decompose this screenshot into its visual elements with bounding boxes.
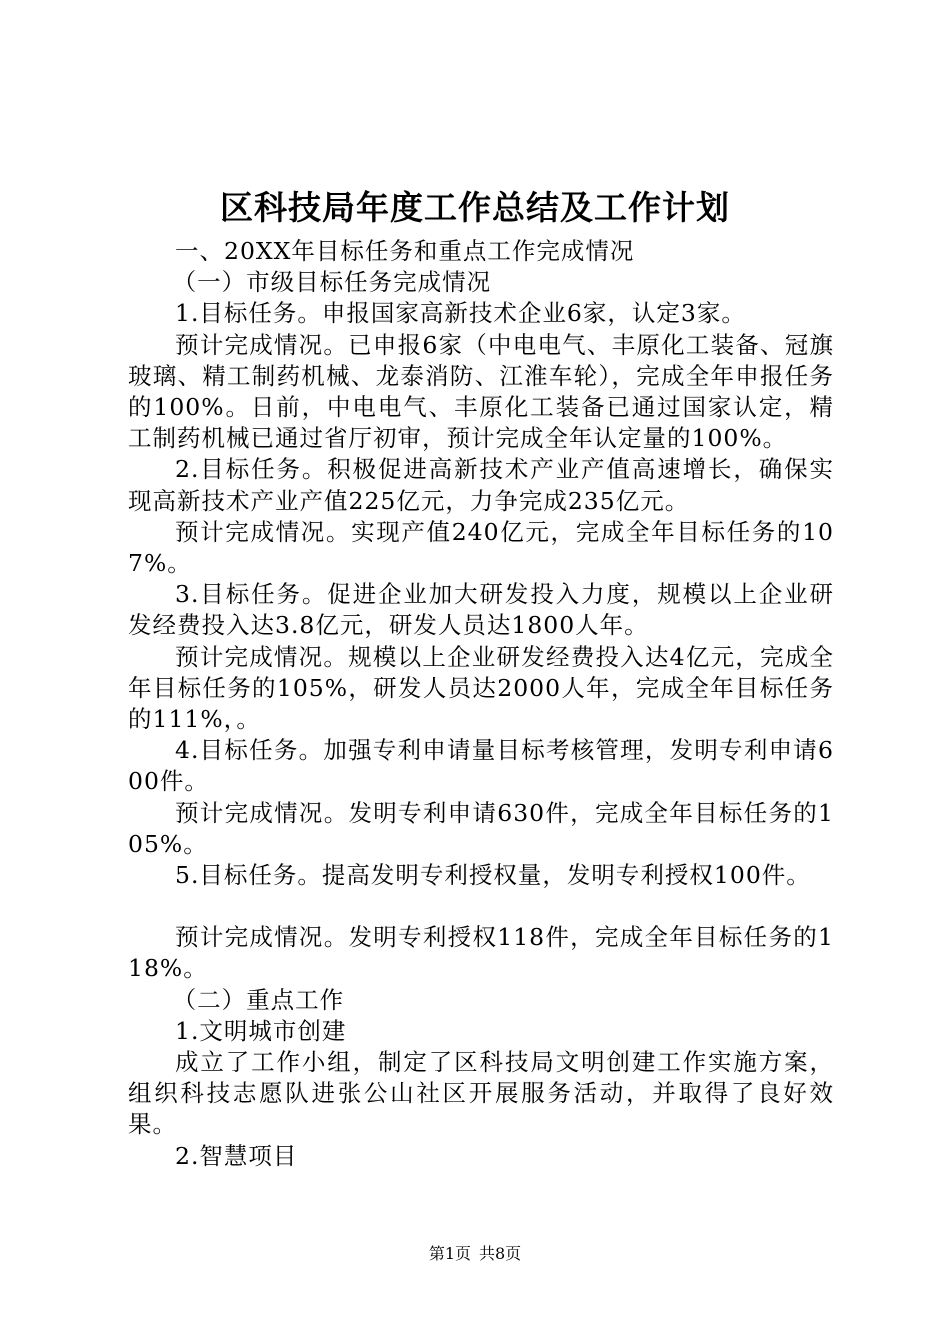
paragraph-item-1: 成立了工作小组，制定了区科技局文明创建工作实施方案，组织科技志愿队进张公山社区开展服务活动，并取得了良好效果。 (128, 1048, 834, 1139)
paragraph-target-4: 4.目标任务。加强专利申请量目标考核管理，发明专利申请600件。 (128, 736, 834, 796)
page-number: 第1页 (428, 1244, 471, 1263)
paragraph-result-1: 预计完成情况。已申报6家（中电电气、丰原化工装备、冠旗玻璃、精工制药机械、龙泰消防、江淮车轮），完成全年申报任务的100%。日前，中电电气、丰原化工装备已通过国家认定，精工制药机械已通过省厅初审，预计完成全年认定量的100%。 (128, 330, 834, 453)
paragraph-target-2: 2.目标任务。积极促进高新技术产业产值高速增长，确保实现高新技术产业产值225亿元，力争完成235亿元。 (128, 455, 834, 515)
section-heading-1: 一、20XX年目标任务和重点工作完成情况 (175, 237, 635, 265)
paragraph-result-2: 预计完成情况。实现产值240亿元，完成全年目标任务的107%。 (128, 517, 834, 578)
document-body (128, 236, 834, 1172)
paragraph-result-3: 预计完成情况。规模以上企业研发经费投入达4亿元，完成全年目标任务的105%，研发人员达2000人年，完成全年目标任务的111%，。 (128, 642, 834, 734)
paragraph-target-3: 3.目标任务。促进企业加大研发投入力度，规模以上企业研发经费投入达3.8亿元，研发人员达1800人年。 (128, 580, 834, 640)
page-total: 共8页 (479, 1244, 522, 1263)
paragraph-target-5: 5.目标任务。提高发明专利授权量，发明专利授权100件。 (175, 861, 811, 890)
item-heading-1: 1.文明城市创建 (175, 1016, 347, 1045)
paragraph-result-5: 预计完成情况。发明专利授权118件，完成全年目标任务的118%。 (128, 923, 834, 983)
page-footer (0, 1243, 950, 1265)
document-title: 区科技局年度工作总结及工作计划 (220, 188, 730, 227)
subsection-heading-1: （一）市级目标任务完成情况 (172, 268, 492, 297)
paragraph-result-4: 预计完成情况。发明专利申请630件，完成全年目标任务的105%。 (128, 798, 834, 858)
item-heading-2: 2.智慧项目 (175, 1141, 298, 1170)
paragraph-target-1: 1.目标任务。申报国家高新技术企业6家，认定3家。 (175, 299, 746, 328)
subsection-heading-2: （二）重点工作 (172, 985, 345, 1014)
